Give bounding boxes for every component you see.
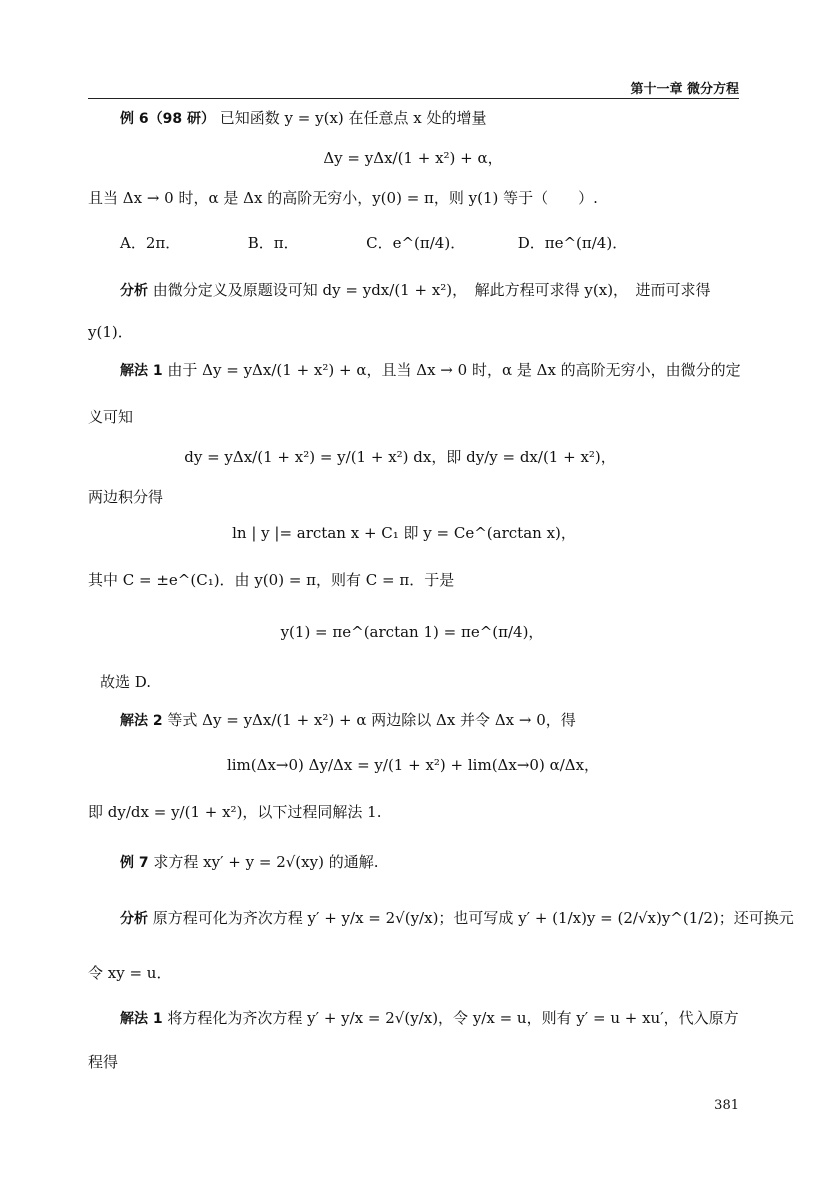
analysis-7: [120, 908, 794, 929]
solution-1-cont: 义可知: [88, 408, 134, 426]
equation-integral: ln | y |= arctan x + C₁ 即 y = Ce^(arctan x)，: [232, 524, 576, 542]
integrate-line: 两边积分得: [88, 488, 164, 506]
answer-options: A．2π． B．π． C．e^(π/4)． D．πe^(π/4)．: [120, 234, 628, 252]
text: 求方程 xy′ + y = 2√(xy) 的通解.: [153, 853, 379, 871]
solution-2-cont: 即 dy/dx = y/(1 + x²)，以下过程同解法 1.: [88, 803, 382, 821]
page-number: 381: [714, 1098, 739, 1113]
solution-label: 解法 1: [120, 363, 163, 379]
text: 已知函数 y = y(x) 在任意点 x 处的增量: [219, 109, 487, 127]
choose-d: 故选 D.: [100, 673, 152, 691]
equation-limit: lim(Δx→0) Δy/Δx = y/(1 + x²) + lim(Δx→0) α/Δx，: [226, 756, 600, 774]
example-label: 例 7: [120, 855, 149, 871]
constant-line: 其中 C = ±e^(C₁)．由 y(0) = π，则有 C = π．于是: [88, 571, 455, 589]
example-6-intro: [120, 108, 487, 129]
solution-label: 解法 1: [120, 1011, 163, 1027]
equation-result: y(1) = πe^(arctan 1) = πe^(π/4)，: [280, 623, 544, 641]
solution-7-1-cont: 程得: [88, 1053, 119, 1071]
equation-increment: Δy = yΔx/(1 + x²) + α，: [323, 149, 503, 167]
header-rule: [88, 98, 739, 99]
analysis-6: [120, 280, 711, 301]
analysis-label: 分析: [120, 283, 148, 299]
example-label: 例 6（98 研）: [120, 111, 215, 127]
analysis-6-cont: y(1)．: [88, 323, 133, 341]
text: 由微分定义及原题设可知 dy = ydx/(1 + x²)， 解此方程可求得 y(x)， 进而可求得: [152, 281, 711, 299]
solution-label: 解法 2: [120, 713, 163, 729]
solution-1: [120, 360, 741, 381]
solution-7-1: [120, 1008, 739, 1029]
text: 等式 Δy = yΔx/(1 + x²) + α 两边除以 Δx 并令 Δx → 0，得: [167, 711, 576, 729]
analysis-7-cont: 令 xy = u．: [88, 964, 172, 982]
running-header: 第十一章 微分方程: [630, 82, 739, 97]
condition-line: 且当 Δx → 0 时，α 是 Δx 的高阶无穷小，y(0) = π，则 y(1) 等于（ ）.: [88, 189, 598, 207]
example-7: [120, 852, 378, 873]
text: 原方程可化为齐次方程 y′ + y/x = 2√(y/x)；也可写成 y′ + (1/x)y = (2/√x)y^(1/2)；还可换元: [152, 909, 794, 927]
analysis-label: 分析: [120, 911, 148, 927]
text: 由于 Δy = yΔx/(1 + x²) + α，且当 Δx → 0 时，α 是 Δx 的高阶无穷小，由微分的定: [167, 361, 741, 379]
solution-2: [120, 710, 576, 731]
equation-differential: dy = yΔx/(1 + x²) = y/(1 + x²) dx，即 dy/y = dx/(1 + x²)，: [184, 448, 616, 466]
text: 将方程化为齐次方程 y′ + y/x = 2√(y/x)，令 y/x = u，则有 y′ = u + xu′，代入原方: [167, 1009, 739, 1027]
